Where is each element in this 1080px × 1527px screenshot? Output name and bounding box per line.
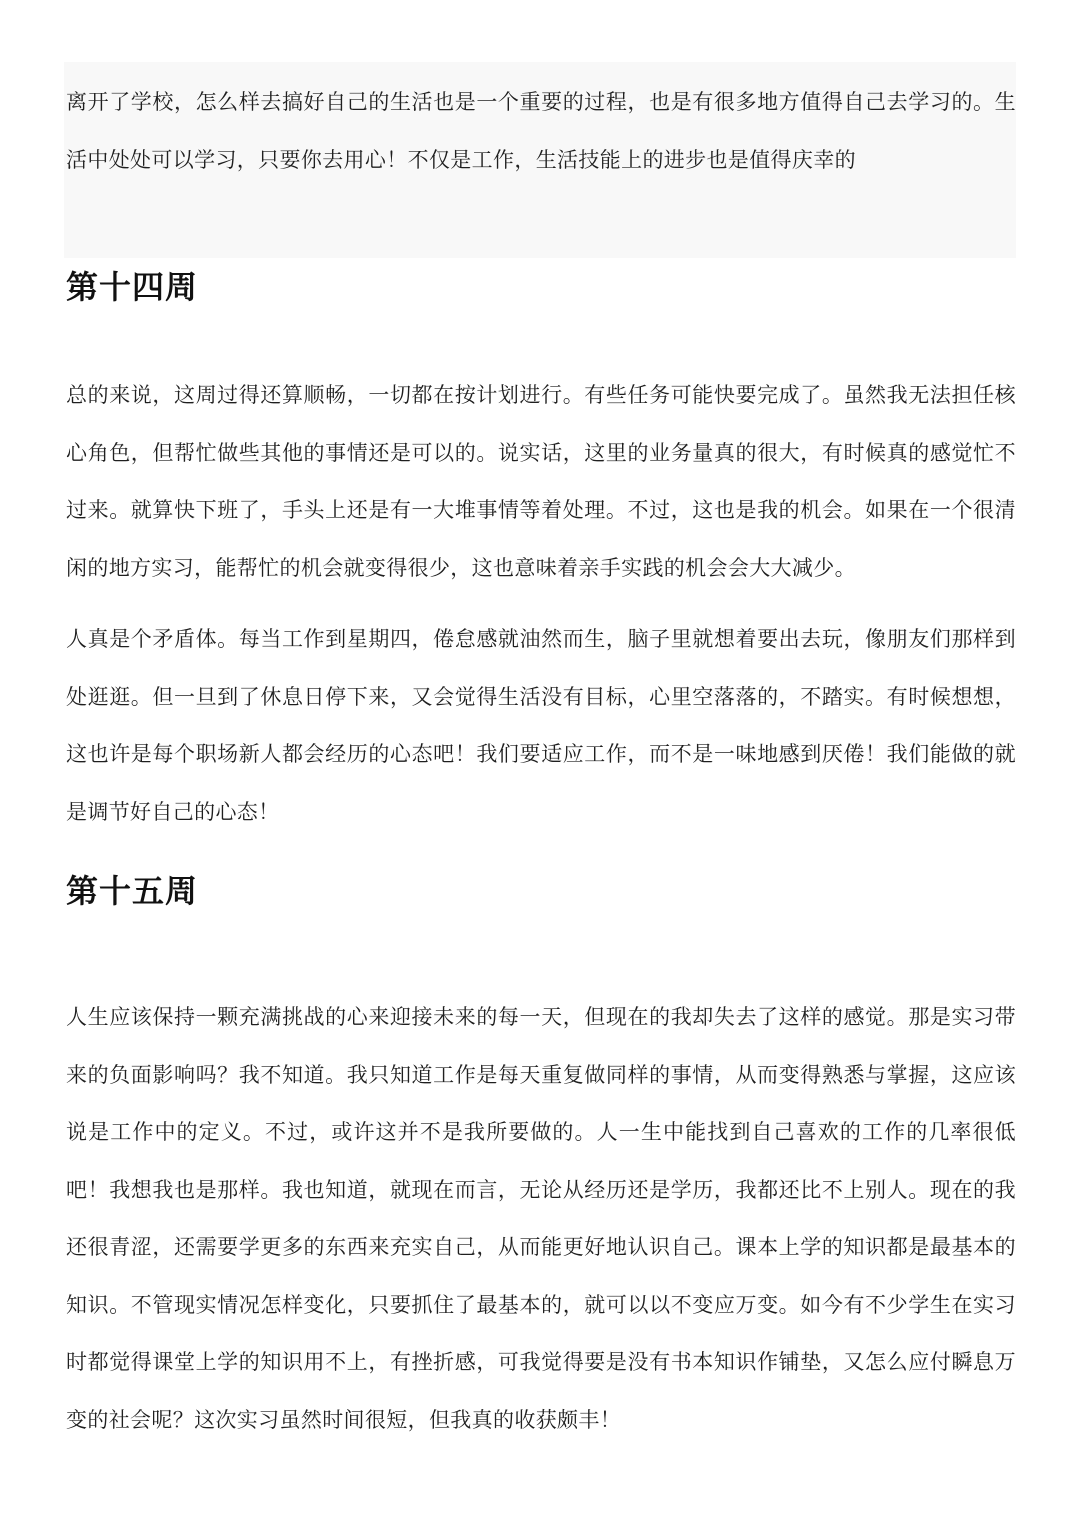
intro-quote-block bbox=[64, 62, 1016, 258]
week-14-paragraph-1: 总的来说，这周过得还算顺畅，一切都在按计划进行。有些任务可能快要完成了。虽然我无法担任核心角色，但帮忙做些其他的事情还是可以的。说实话，这里的业务量真的很大，有时候真的感觉忙不过来。就算快下班了，手头上还是有一大堆事情等着处理。不过，这也是我的机会。如果在一个很清闲的地方实习，能帮忙的机会就变得很少，这也意味着亲手实践的机会会大大减少。 bbox=[66, 383, 1016, 580]
intro-paragraph: 离开了学校，怎么样去搞好自己的生活也是一个重要的过程，也是有很多地方值得自己去学习的。生活中处处可以学习，只要你去用心！不仅是工作，生活技能上的进步也是值得庆幸的 bbox=[66, 90, 1016, 172]
week-14-paragraph-2-block bbox=[66, 611, 1016, 841]
week-14-paragraph-2: 人真是个矛盾体。每当工作到星期四，倦怠感就油然而生，脑子里就想着要出去玩，像朋友们那样到处逛逛。但一旦到了休息日停下来，又会觉得生活没有目标，心里空落落的，不踏实。有时候想想，这也许是每个职场新人都会经历的心态吧！我们要适应工作，而不是一味地感到厌倦！我们能做的就是调节好自己的心态！ bbox=[66, 627, 1016, 824]
week-15-paragraph-1-block bbox=[66, 989, 1016, 1449]
week-14-heading: 第十四周 bbox=[66, 268, 199, 306]
week-15-paragraph-1: 人生应该保持一颗充满挑战的心来迎接未来的每一天，但现在的我却失去了这样的感觉。那是实习带来的负面影响吗？我不知道。我只知道工作是每天重复做同样的事情，从而变得熟悉与掌握，这应该说是工作中的定义。不过，或许这并不是我所要做的。人一生中能找到自己喜欢的工作的几率很低吧！我想我也是那样。我也知道，就现在而言，无论从经历还是学历，我都还比不上别人。现在的我还很青涩，还需要学更多的东西来充实自己，从而能更好地认识自己。课本上学的知识都是最基本的知识。不管现实情况怎样变化，只要抓住了最基本的，就可以以不变应万变。如今有不少学生在实习时都觉得课堂上学的知识用不上，有挫折感，可我觉得要是没有书本知识作铺垫，又怎么应付瞬息万变的社会呢？这次实习虽然时间很短，但我真的收获颇丰！ bbox=[66, 1005, 1016, 1432]
week-15-heading: 第十五周 bbox=[66, 872, 199, 910]
week-14-paragraph-1-block bbox=[66, 367, 1016, 597]
